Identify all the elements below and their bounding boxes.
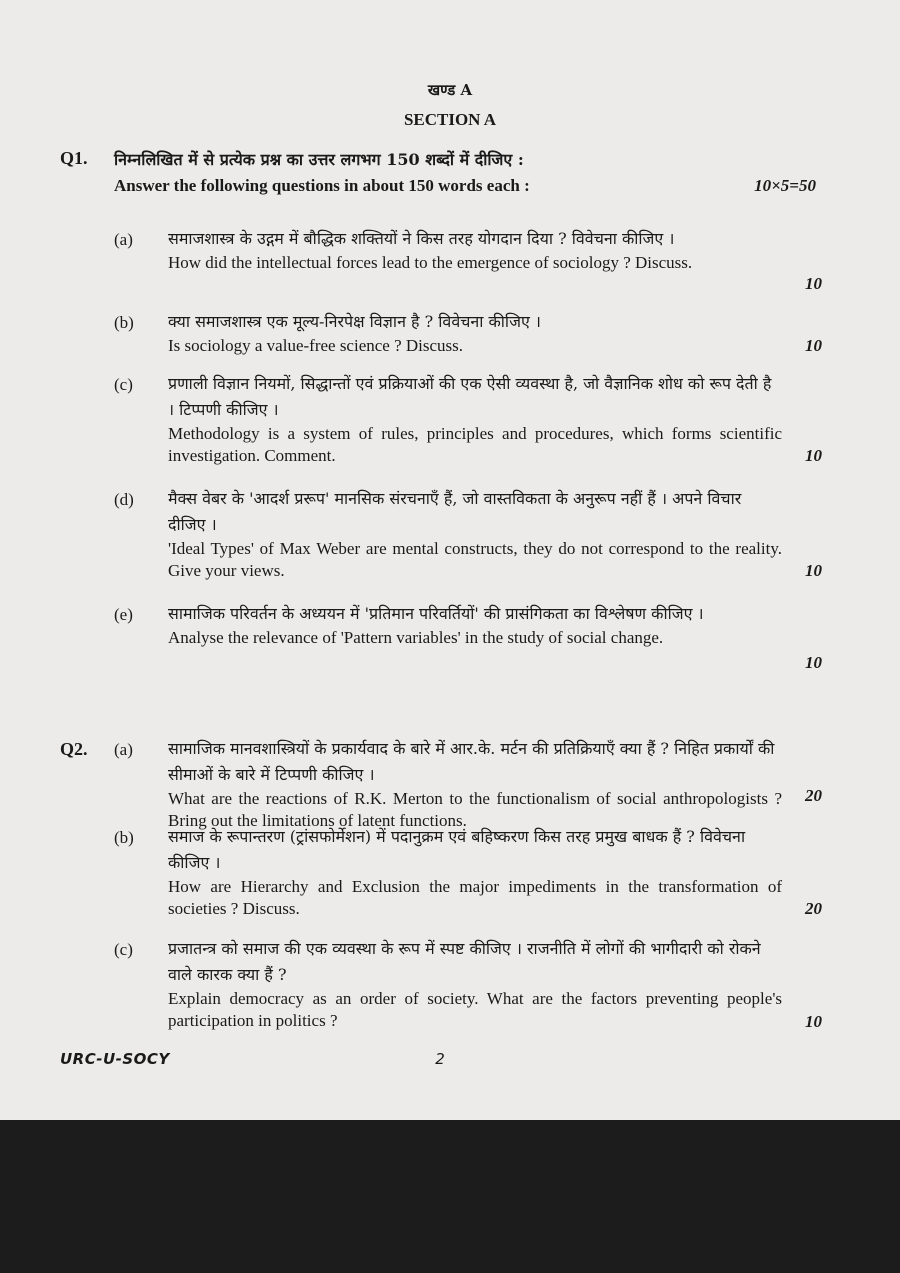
- total-marks: 10×5=50: [754, 176, 816, 195]
- part-label: (e): [114, 605, 133, 624]
- part-marks: 10: [805, 336, 822, 355]
- part-text-english: Methodology is a system of rules, principles and procedures, which forms scientific investigation. Comment.: [168, 424, 782, 465]
- question-part: [168, 309, 782, 357]
- part-text-english: Analyse the relevance of 'Pattern variables' in the study of social change.: [168, 628, 664, 647]
- part-marks: 10: [805, 653, 822, 672]
- part-label: (a): [114, 230, 133, 249]
- part-text-hindi: मैक्स वेबर के 'आदर्श प्ररूप' मानसिक संरचनाएँ हैं, जो वास्तविकता के अनुरूप नहीं हैं । अपने विचार दीजिए ।: [168, 489, 742, 534]
- section-title-english: SECTION A: [403, 110, 497, 129]
- part-text-hindi: समाजशास्त्र के उद्गम में बौद्धिक शक्तियों ने किस तरह योगदान दिया ? विवेचना कीजिए ।: [168, 229, 675, 248]
- part-text-english: How are Hierarchy and Exclusion the major impediments in the transformation of societies ? Discuss.: [168, 877, 782, 918]
- part-label: (a): [114, 740, 133, 759]
- part-marks: 20: [805, 786, 822, 805]
- part-label: (b): [114, 828, 134, 847]
- question-part: [168, 226, 782, 274]
- part-text-hindi: प्रणाली विज्ञान नियमों, सिद्धान्तों एवं प्रक्रियाओं की एक ऐसी व्यवस्था है, जो वैज्ञानिक शोध को रूप देती है । टिप्पणी कीजिए ।: [168, 374, 772, 419]
- page-number: 2: [435, 1050, 445, 1068]
- part-text-english: How did the intellectual forces lead to the emergence of sociology ? Discuss.: [168, 253, 693, 272]
- question-part: [168, 736, 782, 832]
- part-marks: 10: [805, 274, 822, 293]
- part-label: (c): [114, 375, 133, 394]
- part-label: (d): [114, 490, 134, 509]
- part-marks: 10: [805, 446, 822, 465]
- part-text-english: Explain democracy as an order of society. What are the factors preventing people's participation in politics ?: [168, 989, 782, 1030]
- part-text-hindi: प्रजातन्त्र को समाज की एक व्यवस्था के रूप में स्पष्ट कीजिए । राजनीति में लोगों की भागीदारी को रोकने वाले कारक क्या हैं ?: [168, 939, 761, 984]
- question-number: Q1.: [60, 148, 88, 168]
- question-part: [168, 824, 782, 920]
- scanner-background: [0, 1120, 900, 1273]
- part-text-english: Is sociology a value-free science ? Discuss.: [168, 336, 464, 355]
- question-part: [168, 371, 782, 467]
- part-text-english: What are the reactions of R.K. Merton to the functionalism of social anthropologists ? Bring out the limitations of latent functions.: [168, 789, 782, 830]
- question-part: [168, 486, 782, 582]
- part-marks: 10: [805, 561, 822, 580]
- part-marks: 20: [805, 899, 822, 918]
- part-text-hindi: क्या समाजशास्त्र एक मूल्य-निरपेक्ष विज्ञान है ? विवेचना कीजिए ।: [168, 312, 541, 331]
- part-label: (c): [114, 940, 133, 959]
- part-text-english: 'Ideal Types' of Max Weber are mental constructs, they do not correspond to the reality. Give your views.: [168, 539, 782, 580]
- part-text-hindi: समाज के रूपान्तरण (ट्रांसफोर्मेशन) में पदानुक्रम एवं बहिष्करण किस तरह प्रमुख बाधक हैं ? विवेचना कीजिए ।: [168, 827, 746, 872]
- question-part: [168, 936, 782, 1032]
- part-marks: 10: [805, 1012, 822, 1031]
- section-title-hindi: खण्ड A: [427, 81, 473, 99]
- instruction-hindi: निम्नलिखित में से प्रत्येक प्रश्न का उत्तर लगभग 150 शब्दों में दीजिए :: [114, 150, 524, 169]
- paper-code: URC-U-SOCY: [60, 1050, 170, 1068]
- question-number: Q2.: [60, 739, 88, 759]
- question-part: [168, 601, 782, 649]
- part-label: (b): [114, 313, 134, 332]
- part-text-hindi: सामाजिक परिवर्तन के अध्ययन में 'प्रतिमान परिवर्तियों' की प्रासंगिकता का विश्लेषण कीजिए ।: [168, 604, 704, 623]
- instruction-english: Answer the following questions in about 150 words each :: [114, 176, 530, 195]
- part-text-hindi: सामाजिक मानवशास्त्रियों के प्रकार्यवाद के बारे में आर.के. मर्टन की प्रतिक्रियाएँ क्या हैं ? निहित प्रकार्यों की सीमाओं के बारे में टिप्पणी कीजिए ।: [168, 739, 775, 784]
